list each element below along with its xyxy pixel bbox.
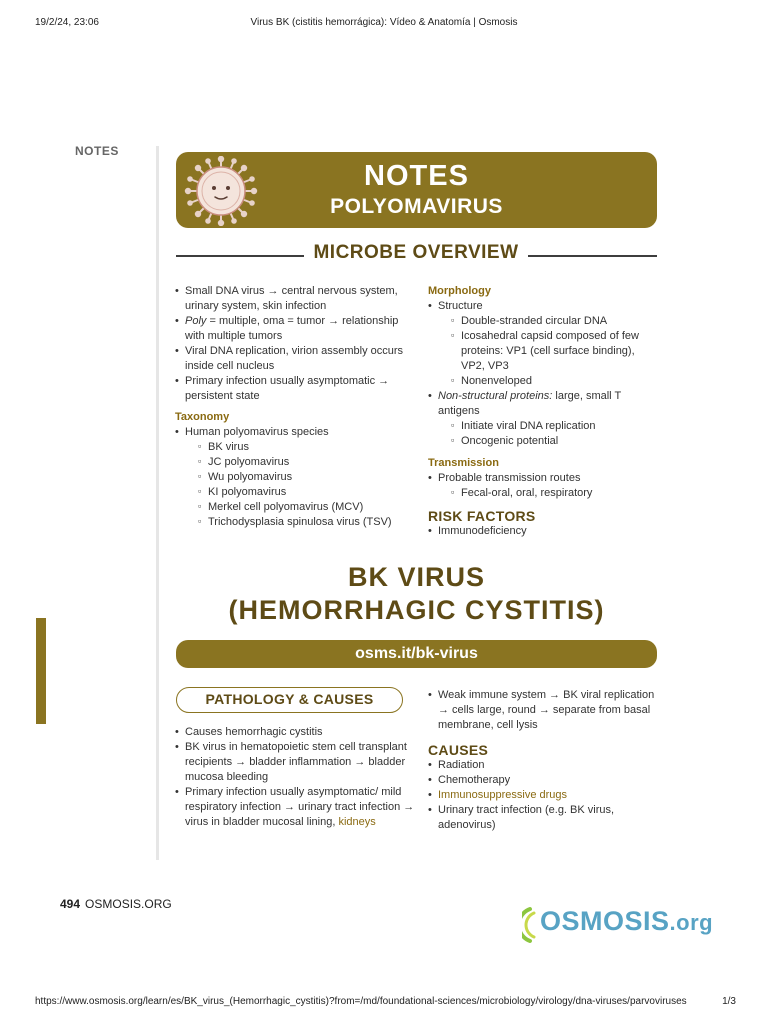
bk-title-line1: BK VIRUS	[347, 562, 485, 592]
list-item: ▫ BK virus	[185, 440, 415, 455]
list-item: ▫ Fecal-oral, oral, respiratory	[438, 486, 658, 501]
poly-term: Poly	[185, 315, 207, 327]
side-accent-bar	[36, 618, 46, 724]
transmission-label: Probable transmission routes	[438, 472, 581, 484]
banner-title: NOTES	[364, 160, 469, 192]
logo-suffix: .org	[669, 910, 714, 935]
list-item	[428, 788, 663, 803]
list-item: • Weak immune system → BK viral replication → cells large, round → separate from basal membrane, cell lysis	[428, 688, 663, 733]
list-item	[428, 389, 658, 449]
list-item	[175, 785, 415, 830]
nonstructural-label: Non-structural proteins:	[438, 390, 553, 402]
list-item: • Causes hemorrhagic cystitis	[175, 725, 415, 740]
bk-title-line2: (HEMORRHAGIC CYSTITIS)	[228, 595, 605, 625]
list-item: • Radiation	[428, 758, 663, 773]
bk-virus-title	[176, 561, 657, 627]
virus-mascot-icon	[183, 156, 259, 226]
taxonomy-label: Human polyomavirus species	[185, 426, 329, 438]
list-item: • Chemotherapy	[428, 773, 663, 788]
list-item	[428, 299, 658, 389]
list-item: • Primary infection usually asymptomatic → persistent state	[175, 374, 415, 404]
list-item: ▫ Oncogenic potential	[438, 434, 658, 449]
list-item: • Urinary tract infection (e.g. BK virus, adenovirus)	[428, 803, 663, 833]
causes-heading: CAUSES	[428, 742, 489, 758]
list-item: ▫ Nonenveloped	[438, 374, 658, 389]
list-item: ▫ Trichodysplasia spinulosa virus (TSV)	[185, 515, 415, 530]
page-number-value: 494	[60, 897, 81, 911]
banner-subtitle: POLYOMAVIRUS	[330, 195, 503, 218]
page-number	[60, 897, 172, 911]
microbe-overview-title: MICROBE OVERVIEW	[313, 242, 519, 263]
pathology-causes-heading: PATHOLOGY & CAUSES	[176, 687, 403, 713]
list-item: ▫ JC polyomavirus	[185, 455, 415, 470]
list-item	[428, 471, 658, 501]
list-item: • Immunodeficiency	[428, 524, 658, 539]
transmission-heading: Transmission	[428, 457, 499, 469]
print-footer	[0, 996, 768, 1010]
list-item: ▫ KI polyomavirus	[185, 485, 415, 500]
list-item: • Small DNA virus → central nervous system, urinary system, skin infection	[175, 284, 415, 314]
list-item: ▫ Double-stranded circular DNA	[438, 314, 658, 329]
list-item	[175, 314, 415, 344]
site-label: OSMOSIS.ORG	[85, 897, 172, 911]
list-item: ▫ Wu polyomavirus	[185, 470, 415, 485]
risk-factors-heading: RISK FACTORS	[428, 508, 536, 524]
overview-left-column	[175, 284, 415, 530]
list-item	[175, 425, 415, 530]
immunosuppressive-drugs-link[interactable]: Immunosuppressive drugs	[438, 789, 568, 801]
osmosis-link-bar[interactable]: osms.it/bk-virus	[176, 640, 657, 668]
divider-line	[156, 146, 159, 860]
morphology-heading: Morphology	[428, 285, 491, 297]
list-item: ▫ Icosahedral capsid composed of few proteins: VP1 (cell surface binding), VP2, VP3	[438, 329, 658, 374]
list-item: ▫ Merkel cell polyomavirus (MCV)	[185, 500, 415, 515]
microbe-overview-heading	[176, 242, 657, 268]
nonstructural-text: large, small T antigens	[438, 390, 622, 417]
print-url: https://www.osmosis.org/learn/es/BK_virus_(Hemorrhagic_cystitis)?from=/md/foundational-sciences/microbiology/virology/dna-viruses/parvoviruses	[35, 996, 687, 1007]
list-item: • BK virus in hematopoietic stem cell transplant recipients → bladder inflammation → bladder mucosa bleeding	[175, 740, 415, 785]
list-item: ▫ Initiate viral DNA replication	[438, 419, 658, 434]
print-title: Virus BK (cistitis hemorrágica): Vídeo & Anatomía | Osmosis	[250, 17, 518, 28]
print-date: 19/2/24, 23:06	[35, 17, 99, 28]
logo-main: OSMOSIS	[540, 906, 670, 936]
heading-rule-right	[528, 255, 657, 257]
print-header	[0, 17, 768, 31]
poly-definition: = multiple, oma = tumor → relationship with multiple tumors	[185, 315, 399, 342]
osmosis-logo-text	[540, 906, 713, 937]
primary-infection-text: Primary infection usually asymptomatic/ mild respiratory infection → urinary tract infection → virus in bladder mucosal lining,	[185, 786, 415, 828]
kidneys-link[interactable]: kidneys	[338, 816, 376, 828]
pathology-right-column	[428, 688, 663, 833]
pathology-left-column	[175, 725, 415, 830]
side-notes-label: NOTES	[75, 144, 119, 158]
taxonomy-heading: Taxonomy	[175, 411, 230, 423]
overview-right-column	[428, 284, 658, 539]
list-item: • Viral DNA replication, virion assembly occurs inside cell nucleus	[175, 344, 415, 374]
heading-rule-left	[176, 255, 304, 257]
structure-label: Structure	[438, 300, 483, 312]
print-page-count: 1/3	[722, 996, 736, 1007]
